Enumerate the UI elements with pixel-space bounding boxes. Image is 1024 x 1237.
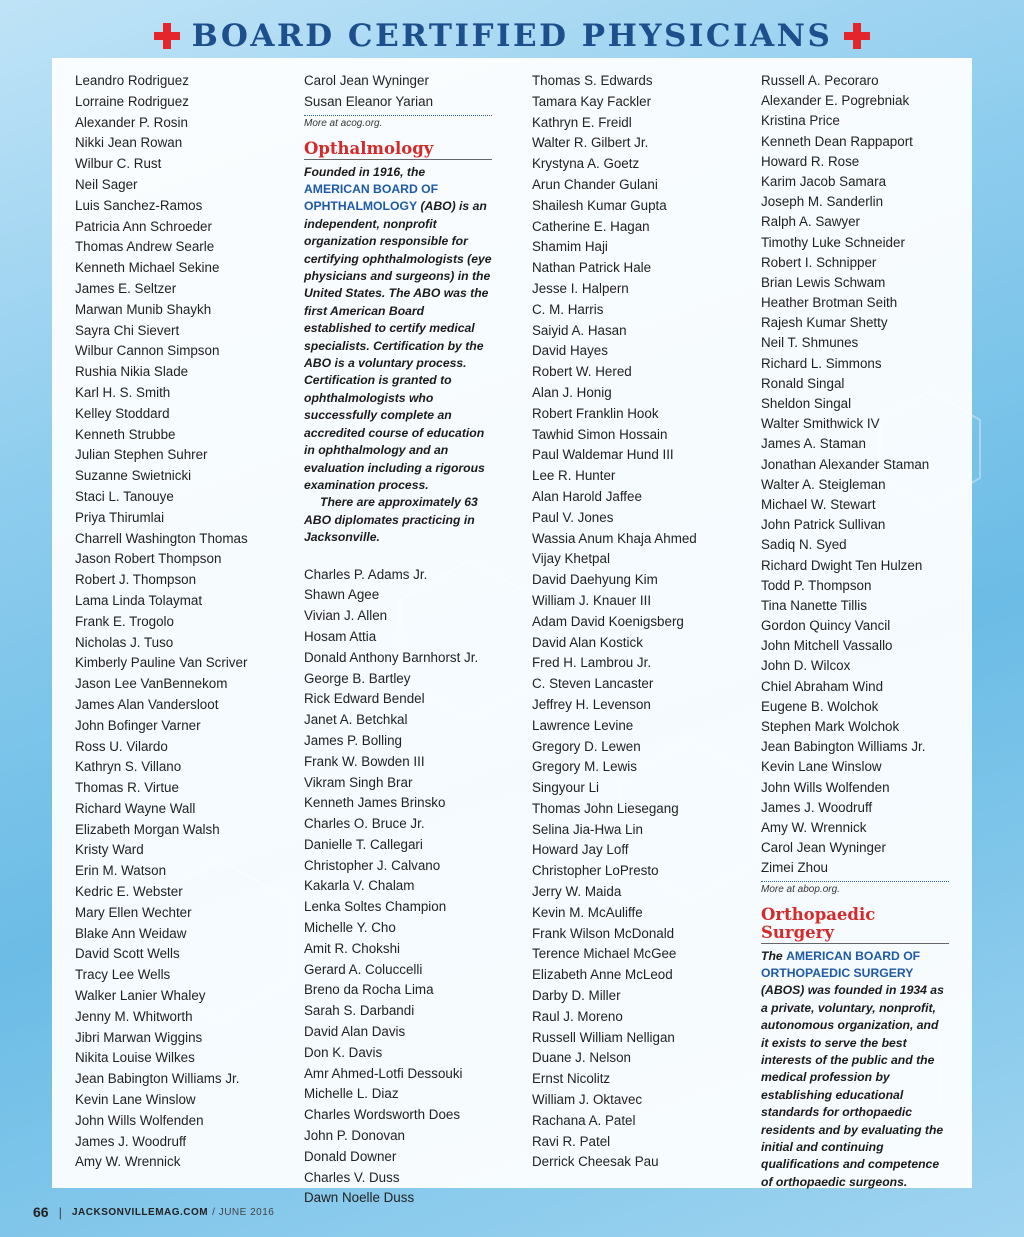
page-footer [33, 1203, 274, 1221]
physician-name: Michael W. Stewart [761, 496, 876, 512]
physician-name: C. M. Harris [532, 301, 604, 317]
red-cross-icon [154, 23, 180, 49]
physician-name: Singyour Li [532, 780, 599, 796]
physician-name: James J. Woodruff [75, 1133, 187, 1149]
physician-list-column-2 [304, 71, 494, 1209]
description-text: (ABO) is an independent, nonprofit organization responsible for certifying ophthalmologists (eye physicians and surgeons) in the United States. The ABO was the first American Board established to certify medical specialists. Certification by the ABO is a voluntary process. Certification is granted to ophthalmologists who successfully complete an accredited course of education in ophthalmology and an evaluation including a rigorous examination process. [304, 199, 492, 492]
physician-name: Sayra Chi Sievert [75, 322, 180, 338]
physician-name: Breno da Rocha Lima [304, 982, 434, 998]
physician-name: Carol Jean Wyninger [761, 840, 886, 856]
physician-name: Hosam Attia [304, 628, 377, 644]
physician-name: Rachana A. Patel [532, 1112, 636, 1128]
physician-name: Suzanne Swietnicki [75, 468, 192, 484]
physician-name: Brian Lewis Schwam [761, 274, 886, 290]
physician-name: Kathryn S. Villano [75, 759, 182, 775]
physician-name: Krystyna A. Goetz [532, 156, 640, 172]
physician-name: Eugene B. Wolchok [761, 698, 879, 714]
physician-name: Paul Waldemar Hund III [532, 447, 674, 463]
physician-name: Jerry W. Maida [532, 884, 622, 900]
footer-separator: | [58, 1204, 62, 1220]
physician-name: Gerard A. Coluccelli [304, 961, 423, 977]
physician-name: Ross U. Vilardo [75, 738, 168, 754]
physician-list-column-3 [532, 71, 754, 1173]
physician-name: Michelle Y. Cho [304, 920, 396, 936]
physician-name: James A. Staman [761, 436, 866, 452]
physician-name: Lee R. Hunter [532, 468, 616, 484]
physician-name: Ernst Nicolitz [532, 1071, 611, 1087]
physician-name: Luis Sanchez-Ramos [75, 197, 203, 213]
physician-name: Thomas R. Virtue [75, 780, 179, 796]
physician-name: Kenneth Dean Rappaport [761, 133, 913, 149]
physician-name: Alan J. Honig [532, 384, 612, 400]
physician-name: Zimei Zhou [761, 860, 828, 876]
physician-name: Kenneth Michael Sekine [75, 260, 220, 276]
physician-name: Adam David Koenigsberg [532, 613, 684, 629]
physician-name: Richard Wayne Wall [75, 800, 196, 816]
physician-name: James P. Bolling [304, 732, 403, 748]
physician-name: Janet A. Betchkal [304, 712, 408, 728]
physician-name: Neil Sager [75, 176, 138, 192]
description-text: Founded in 1916, the [304, 164, 426, 179]
physician-name: John P. Donovan [304, 1128, 406, 1144]
page-title: BOARD CERTIFIED PHYSICIANS [191, 18, 833, 54]
physician-name: Shawn Agee [304, 587, 380, 603]
physician-name: Julian Stephen Suhrer [75, 447, 208, 463]
physician-name: Gregory D. Lewen [532, 738, 641, 754]
physician-name: David Scott Wells [75, 946, 180, 962]
physician-name: Kedric E. Webster [75, 884, 183, 900]
physician-name: Howard Jay Loff [532, 842, 629, 858]
physician-name: Gordon Quincy Vancil [761, 618, 891, 634]
physician-name: Ralph A. Sawyer [761, 214, 860, 230]
physician-name: Amit R. Chokshi [304, 940, 400, 956]
section-description-opthalmology [304, 164, 492, 547]
physician-name: John Bofinger Varner [75, 717, 201, 733]
physician-name: Lenka Soltes Champion [304, 899, 447, 915]
physician-name: Walker Lanier Whaley [75, 988, 206, 1004]
physician-name: Walter A. Steigleman [761, 476, 886, 492]
physician-name: James Alan Vandersloot [75, 696, 219, 712]
physician-name: Charles P. Adams Jr. [304, 566, 428, 582]
physician-name: William J. Knauer III [532, 592, 652, 608]
physician-name: Charles V. Duss [304, 1169, 400, 1185]
physician-name: Jason Lee VanBennekom [75, 676, 228, 692]
physician-name: Nathan Patrick Hale [532, 260, 652, 276]
page-number: 66 [33, 1204, 49, 1220]
physician-name: C. Steven Lancaster [532, 676, 654, 692]
description-text: (ABOS) was founded in 1934 as a private, voluntary, nonprofit, autonomous organization, and it exists to serve the best interests of the public and the medical profession by establishing educational standards for orthopaedic residents and by evaluating the initial and continuing qualifications and competence of orthopaedic surgeons. [761, 983, 944, 1189]
physician-name: Jean Babington Williams Jr. [75, 1071, 240, 1087]
physician-name: Thomas John Liesegang [532, 800, 679, 816]
physician-name: Christopher LoPresto [532, 863, 659, 879]
physician-name: Howard R. Rose [761, 153, 860, 169]
physician-name: John D. Wilcox [761, 658, 851, 674]
physician-name: Kristina Price [761, 113, 840, 129]
physician-name: Jenny M. Whitworth [75, 1008, 193, 1024]
physician-list-column-4 [761, 71, 951, 1191]
physician-name: Todd P. Thompson [761, 577, 872, 593]
physician-name: Fred H. Lambrou Jr. [532, 655, 652, 671]
physician-name: Stephen Mark Wolchok [761, 719, 900, 734]
physician-name: Terence Michael McGee [532, 946, 677, 962]
physician-name: Lawrence Levine [532, 717, 634, 733]
physician-name: Russell A. Pecoraro [761, 73, 879, 88]
physician-name: Priya Thirumlai [75, 509, 165, 525]
issue-date: / JUNE 2016 [212, 1206, 275, 1218]
physician-name: Darby D. Miller [532, 988, 621, 1004]
physician-name: Blake Ann Weidaw [75, 925, 187, 941]
physician-name: Tamara Kay Fackler [532, 93, 652, 109]
physician-name: Jibri Marwan Wiggins [75, 1029, 203, 1045]
physician-name: Robert W. Hered [532, 364, 632, 380]
physician-name: Donald Downer [304, 1148, 397, 1164]
physician-name: Neil T. Shmunes [761, 335, 859, 351]
physician-name: Arun Chander Gulani [532, 176, 658, 192]
physician-name: Elizabeth Anne McLeod [532, 967, 673, 983]
physician-name: Jesse I. Halpern [532, 280, 629, 296]
red-cross-icon [844, 23, 870, 49]
physician-name: James E. Seltzer [75, 280, 177, 296]
physician-name: Alexander E. Pogrebniak [761, 93, 910, 109]
physician-name: Kevin M. McAuliffe [532, 904, 643, 920]
physician-name: Joseph M. Sanderlin [761, 194, 884, 210]
physician-name: Jeffrey H. Levenson [532, 696, 651, 712]
physician-name: Sarah S. Darbandi [304, 1003, 415, 1019]
physician-name: Walter Smithwick IV [761, 416, 880, 432]
physician-name: Kelley Stoddard [75, 405, 170, 421]
physician-name: Wassia Anum Khaja Ahmed [532, 530, 697, 546]
physician-name: Alan Harold Jaffee [532, 488, 642, 504]
physician-name: Frank E. Trogolo [75, 613, 174, 629]
physician-name: David Alan Davis [304, 1024, 406, 1040]
physician-name: George B. Bartley [304, 670, 411, 686]
physician-name: Duane J. Nelson [532, 1050, 631, 1066]
physician-name: Nikki Jean Rowan [75, 135, 183, 151]
physician-name: Jason Robert Thompson [75, 551, 222, 567]
physician-name: Amy W. Wrennick [761, 819, 867, 835]
physician-name: Frank Wilson McDonald [532, 925, 675, 941]
physician-name: John Patrick Sullivan [761, 517, 886, 533]
physician-name: Carol Jean Wyninger [304, 73, 429, 88]
physician-name: Kakarla V. Chalam [304, 878, 415, 894]
physician-name: Heather Brotman Seith [761, 295, 898, 311]
more-info-note: More at abop.org. [761, 881, 949, 898]
physician-name: William J. Oktavec [532, 1092, 643, 1108]
physician-name: Saiyid A. Hasan [532, 322, 627, 338]
physician-name: Chiel Abraham Wind [761, 678, 884, 694]
site-link[interactable]: JACKSONVILLEMAG.COM [71, 1206, 209, 1218]
physician-name: Lama Linda Tolaymat [75, 592, 203, 608]
physician-name: Kristy Ward [75, 842, 144, 858]
physician-name: Sadiq N. Syed [761, 537, 847, 553]
page-header [0, 10, 1024, 62]
physician-name: Donald Anthony Barnhorst Jr. [304, 649, 479, 665]
physician-name: Ravi R. Patel [532, 1133, 611, 1149]
physician-name: Russell William Nelligan [532, 1029, 675, 1045]
physician-name: Kenneth Strubbe [75, 426, 176, 442]
physician-name: Shailesh Kumar Gupta [532, 197, 667, 213]
physician-name: Robert I. Schnipper [761, 254, 877, 270]
physician-name: Selina Jia-Hwa Lin [532, 821, 643, 837]
section-title-opthalmology: Opthalmology [304, 140, 492, 160]
physician-name: John Wills Wolfenden [761, 779, 890, 795]
physician-name: Tracy Lee Wells [75, 967, 171, 983]
physician-name: Don K. Davis [304, 1044, 383, 1060]
section-description-orthopaedic-surgery [761, 948, 949, 1192]
physician-name: Vijay Khetpal [532, 551, 610, 567]
physician-name: Kevin Lane Winslow [761, 759, 882, 775]
section-title-orthopaedic-surgery: Orthopaedic Surgery [761, 906, 949, 944]
physician-name: Nicholas J. Tuso [75, 634, 174, 650]
physician-name: Kathryn E. Freidl [532, 114, 632, 130]
physician-name: Amy W. Wrennick [75, 1154, 181, 1170]
physician-name: Paul V. Jones [532, 509, 614, 525]
physician-name: Shamim Haji [532, 239, 608, 255]
physician-name: Patricia Ann Schroeder [75, 218, 212, 234]
physician-name: Lorraine Rodriguez [75, 93, 189, 109]
board-name: AMERICAN BOARD OF ORTHOPAEDIC SURGERY [761, 948, 921, 980]
physician-name: James J. Woodruff [761, 799, 873, 815]
physician-name: Jonathan Alexander Staman [761, 456, 930, 472]
physician-name: Charrell Washington Thomas [75, 530, 248, 546]
physician-name: Charles O. Bruce Jr. [304, 816, 425, 832]
physician-name: Vivian J. Allen [304, 608, 388, 624]
physician-name: David Daehyung Kim [532, 572, 658, 588]
physician-name: Richard Dwight Ten Hulzen [761, 557, 923, 573]
physician-name: Ronald Singal [761, 375, 845, 391]
board-name: AMERICAN BOARD OF OPHTHALMOLOGY [304, 182, 439, 214]
physician-name: Thomas Andrew Searle [75, 239, 215, 255]
physician-name: Robert Franklin Hook [532, 405, 659, 421]
physician-name: Tawhid Simon Hossain [532, 426, 668, 442]
physician-name: Vikram Singh Brar [304, 774, 413, 790]
physician-name: Wilbur Cannon Simpson [75, 343, 220, 359]
physician-name: David Hayes [532, 343, 608, 359]
physician-name: Wilbur C. Rust [75, 156, 162, 172]
physician-name: Jean Babington Williams Jr. [761, 739, 926, 755]
physician-name: Elizabeth Morgan Walsh [75, 821, 220, 837]
physician-name: Michelle L. Diaz [304, 1086, 399, 1102]
more-info-note: More at acog.org. [304, 115, 492, 132]
physician-list-column-1 [75, 71, 297, 1173]
physician-name: Tina Nanette Tillis [761, 597, 867, 613]
physician-name: Raul J. Moreno [532, 1008, 623, 1024]
physician-name: Danielle T. Callegari [304, 836, 423, 852]
physician-name: Karim Jacob Samara [761, 173, 887, 189]
physician-name: Charles Wordsworth Does [304, 1107, 461, 1123]
description-text: The [761, 948, 787, 963]
physician-name: Dawn Noelle Duss [304, 1190, 415, 1206]
physician-name: Thomas S. Edwards [532, 73, 653, 88]
physician-name: Alexander P. Rosin [75, 114, 188, 130]
physician-name: Christopher J. Calvano [304, 857, 441, 873]
physician-name: Karl H. S. Smith [75, 384, 171, 400]
physician-name: John Mitchell Vassallo [761, 638, 893, 654]
physician-name: Amr Ahmed-Lotfi Dessouki [304, 1065, 463, 1081]
physician-name: Kenneth James Brinsko [304, 795, 446, 811]
physician-name: Frank W. Bowden III [304, 753, 425, 769]
physician-name: Leandro Rodriguez [75, 73, 189, 88]
physician-name: Susan Eleanor Yarian [304, 93, 434, 109]
physician-name: Rick Edward Bendel [304, 691, 425, 707]
physician-name: Nikita Louise Wilkes [75, 1050, 195, 1066]
physician-name: Catherine E. Hagan [532, 218, 650, 234]
physician-name: Robert J. Thompson [75, 572, 197, 588]
physician-name: Mary Ellen Wechter [75, 904, 192, 920]
physician-name: Richard L. Simmons [761, 355, 882, 371]
physician-name: Staci L. Tanouye [75, 488, 174, 504]
physician-name: Rajesh Kumar Shetty [761, 315, 888, 331]
physician-name: Gregory M. Lewis [532, 759, 637, 775]
physician-name: Kimberly Pauline Van Scriver [75, 655, 248, 671]
physician-name: Derrick Cheesak Pau [532, 1154, 659, 1170]
description-text: There are approximately 63 ABO diplomates practicing in Jacksonville. [304, 495, 478, 545]
physician-name: Sheldon Singal [761, 396, 852, 411]
physician-name: Rushia Nikia Slade [75, 364, 189, 380]
physician-name: John Wills Wolfenden [75, 1112, 204, 1128]
physician-name: Erin M. Watson [75, 863, 167, 879]
physician-name: Walter R. Gilbert Jr. [532, 135, 649, 151]
physician-name: Timothy Luke Schneider [761, 234, 905, 250]
physician-name: Kevin Lane Winslow [75, 1092, 196, 1108]
physician-name: Marwan Munib Shaykh [75, 301, 212, 317]
physician-name: David Alan Kostick [532, 634, 643, 650]
